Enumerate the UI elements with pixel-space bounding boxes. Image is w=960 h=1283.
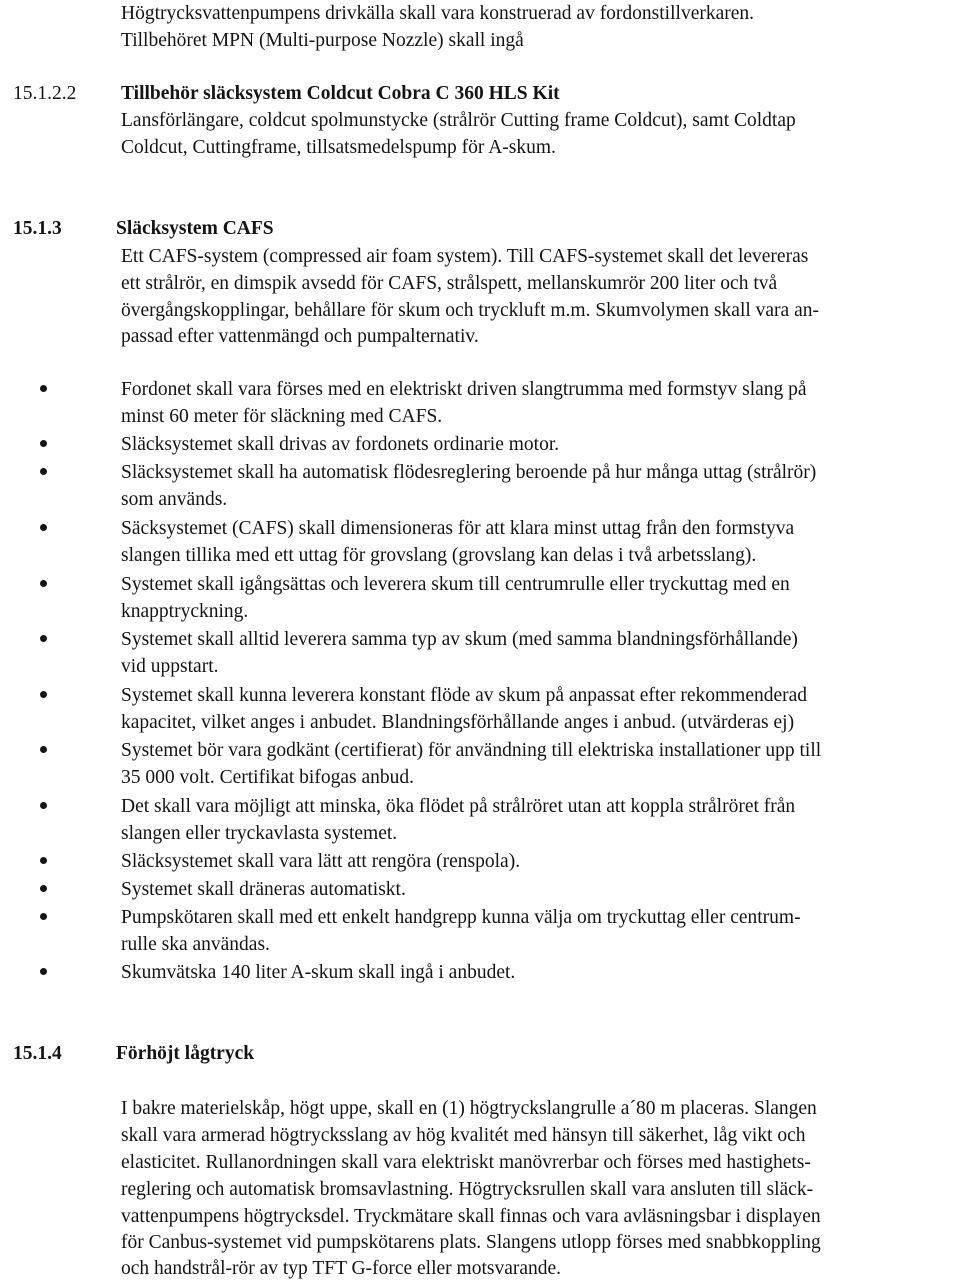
bullet-text: slangen eller tryckavlasta systemet. (121, 823, 398, 844)
bullet-text: Släcksystemet skall ha automatisk flödesreglering beroende på hur många uttag (strålrör) (121, 462, 817, 483)
paragraph-line: Lansförlängare, coldcut spolmunstycke (strålrör Cutting frame Coldcut), samt Coldtap (121, 110, 796, 131)
bullet-text: knapptryckning. (121, 601, 249, 622)
paragraph-line: reglering och automatisk bromsavlastning. Högtrycksrullen skall vara ansluten till släck- (121, 1179, 814, 1200)
bullet-dot (40, 913, 47, 920)
paragraph-line: ett strålrör, en dimspik avsedd för CAFS, strålspett, mellanskumrör 200 liter och två (121, 273, 778, 294)
bullet-text: Säcksystemet (CAFS) skall dimensioneras för att klara minst uttag från den formstyva (121, 518, 795, 539)
bullet-dot (40, 802, 47, 809)
paragraph-line: vattenpumpens högtrycksdel. Tryckmätare skall finnas och vara avläsningsbar i displayen (121, 1206, 821, 1227)
bullet-text: kapacitet, vilket anges i anbudet. Blandningsförhållande anges i anbud. (utvärderas ej) (121, 712, 795, 733)
bullet-text: minst 60 meter för släckning med CAFS. (121, 406, 443, 427)
section-title-cafs: Släcksystem CAFS (116, 218, 274, 239)
bullet-dot (40, 968, 47, 975)
bullet-text: Fordonet skall vara förses med en elektriskt driven slangtrumma med formstyv slang på (121, 379, 807, 400)
bullet-text: vid uppstart. (121, 656, 219, 677)
bullet-dot (40, 524, 47, 531)
paragraph-line: övergångskopplingar, behållare för skum och tryckluft m.m. Skumvolymen skall vara an- (121, 300, 819, 321)
paragraph-line: Coldcut, Cuttingframe, tillsatsmedelspump för A-skum. (121, 137, 556, 158)
bullet-text: Systemet skall dräneras automatiskt. (121, 879, 406, 900)
section-title-forhojt-lagtryck: Förhöjt lågtryck (116, 1043, 255, 1064)
bullet-dot (40, 440, 47, 447)
paragraph-line: I bakre materielskåp, högt uppe, skall en (1) högtryckslangrulle a´80 m placeras. Slangen (121, 1098, 817, 1119)
paragraph-line: passad efter vattenmängd och pumpalternativ. (121, 326, 479, 347)
paragraph-line: skall vara armerad högtrycksslang av hög kvalitét med hänsyn till säkerhet, låg vikt och (121, 1125, 806, 1146)
bullet-text: Pumpskötaren skall med ett enkelt handgrepp kunna välja om tryckuttag eller centrum- (121, 907, 801, 928)
intro-line-1: Högtrycksvattenpumpens drivkälla skall vara konstruerad av fordonstillverkaren. (121, 3, 755, 24)
bullet-text: Systemet skall alltid leverera samma typ av skum (med samma blandningsförhållande) (121, 629, 798, 650)
bullet-text: som används. (121, 489, 228, 510)
bullet-text: Systemet skall igångsättas och leverera skum till centrumrulle eller tryckuttag med en (121, 574, 790, 595)
section-number-15-1-4: 15.1.4 (13, 1043, 62, 1064)
bullet-dot (40, 691, 47, 698)
bullet-dot (40, 468, 47, 475)
paragraph-line: Ett CAFS-system (compressed air foam system). Till CAFS-systemet skall det levereras (121, 246, 809, 267)
bullet-text: Systemet skall kunna leverera konstant flöde av skum på anpassat efter rekommenderad (121, 685, 808, 706)
bullet-dot (40, 746, 47, 753)
bullet-text: rulle ska användas. (121, 934, 270, 955)
paragraph-line: elasticitet. Rullanordningen skall vara elektriskt manövrerbar och förses med hastighets- (121, 1152, 811, 1173)
bullet-text: Skumvätska 140 liter A-skum skall ingå i anbudet. (121, 962, 516, 983)
bullet-dot (40, 580, 47, 587)
bullet-dot (40, 385, 47, 392)
bullet-text: Systemet bör vara godkänt (certifierat) för användning till elektriska installationer upp till (121, 740, 822, 761)
bullet-text: Släcksystemet skall drivas av fordonets ordinarie motor. (121, 434, 560, 455)
intro-line-2: Tillbehöret MPN (Multi-purpose Nozzle) skall ingå (121, 30, 524, 51)
bullet-text: 35 000 volt. Certifikat bifogas anbud. (121, 767, 414, 788)
bullet-dot (40, 857, 47, 864)
bullet-text: Det skall vara möjligt att minska, öka flödet på strålröret utan att koppla strålröret från (121, 796, 796, 817)
bullet-dot (40, 635, 47, 642)
paragraph-line: för Canbus-systemet vid pumpskötarens plats. Slangens utlopp förses med snabbkoppling (121, 1232, 821, 1253)
bullet-dot (40, 885, 47, 892)
bullet-text: slangen tillika med ett uttag för grovslang (grovslang kan delas i två arbetsslang). (121, 545, 757, 566)
paragraph-line: och handstrål-rör av typ TFT G-force eller motsvarande. (121, 1258, 562, 1279)
section-title-coldcut: Tillbehör släcksystem Coldcut Cobra C 360 HLS Kit (121, 83, 560, 104)
section-number-15-1-2-2: 15.1.2.2 (13, 83, 77, 104)
bullet-text: Släcksystemet skall vara lätt att rengöra (renspola). (121, 851, 521, 872)
section-number-15-1-3: 15.1.3 (13, 218, 62, 239)
